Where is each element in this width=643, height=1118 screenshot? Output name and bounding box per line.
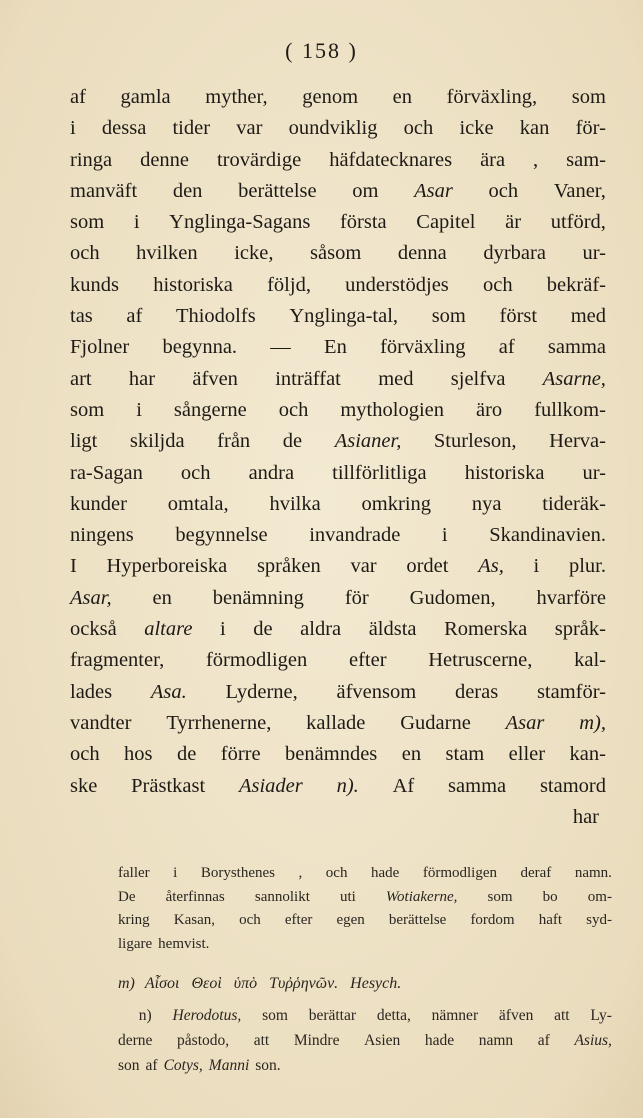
word: äfven [498, 1007, 534, 1024]
main-text-block [70, 82, 606, 833]
word: Capitel [416, 211, 476, 234]
footnote-line [118, 862, 612, 886]
word: I [70, 555, 77, 578]
word: och [403, 117, 434, 140]
word: utförd, [550, 211, 606, 234]
word: De [118, 888, 136, 905]
word: kring [118, 912, 150, 928]
word: språken [256, 555, 321, 578]
footnote-n-line [118, 1028, 612, 1053]
word: samma [448, 774, 507, 797]
word: första [339, 211, 387, 234]
word: och [325, 865, 348, 881]
word: kunds [70, 273, 119, 296]
word: uti [339, 888, 356, 905]
word: Asar [505, 711, 545, 734]
word: Tyrrhenerne, [166, 711, 272, 734]
text-line [70, 426, 606, 457]
word: stam [445, 743, 485, 766]
word: dessa [101, 117, 147, 140]
footnote-n-line [118, 1053, 612, 1078]
page-number: ( 158 ) [285, 38, 358, 63]
word: ur- [582, 242, 606, 265]
word: son [118, 1057, 140, 1074]
word: äfvensom [336, 680, 417, 703]
word: påstodo, [177, 1032, 230, 1049]
word: förmodligen [422, 865, 497, 881]
word: bekräf- [546, 273, 606, 296]
word: namn [478, 1032, 514, 1049]
word: följd, [267, 273, 311, 296]
word: hade [424, 1032, 455, 1049]
text-line [70, 739, 606, 770]
word: ligare [118, 935, 153, 952]
word: art [70, 367, 92, 390]
word: tideräk- [542, 492, 606, 515]
word: kan- [569, 743, 606, 766]
word: och [70, 743, 100, 766]
word: Asar, [70, 586, 112, 609]
word: af [126, 305, 143, 328]
word: i [220, 618, 226, 641]
word: ur- [582, 461, 606, 484]
word: var [350, 555, 377, 578]
word: en [152, 586, 172, 609]
word: äfven [192, 367, 238, 390]
word: en [401, 743, 422, 766]
word: son. [255, 1057, 281, 1074]
word: för [344, 586, 369, 609]
word: Borysthenes [200, 865, 276, 881]
word: och [70, 242, 100, 265]
word: i [441, 524, 448, 547]
word: sannolikt [254, 888, 310, 905]
word: Manni [208, 1057, 250, 1074]
text-line [70, 176, 606, 207]
word: benämning [212, 586, 304, 609]
word: nämner [431, 1007, 479, 1024]
word: gamla [120, 86, 171, 108]
text-line [70, 301, 606, 332]
word: efter [284, 912, 313, 928]
word: Gudarne [400, 711, 471, 734]
word: en [392, 86, 412, 108]
word: Herva- [549, 430, 606, 453]
text-line [70, 708, 606, 739]
word: n). [336, 774, 359, 797]
word: icke, [234, 242, 274, 265]
word: och [278, 398, 309, 421]
word: var [236, 117, 263, 140]
word: de [176, 743, 197, 766]
word: skiljda [129, 430, 185, 453]
word: omkring [361, 492, 432, 515]
word: inträffat [275, 367, 341, 390]
word: andra [248, 461, 295, 484]
word: — [270, 336, 291, 359]
word: bo [542, 888, 558, 905]
word: mythologien [340, 398, 444, 421]
word: ske [70, 774, 98, 797]
word: ra-Sagan [70, 461, 143, 484]
word: som [262, 1007, 288, 1024]
word: As, [478, 555, 504, 578]
word: begynnelse [175, 524, 268, 547]
word: berättelse [238, 179, 317, 202]
word: förmodligen [205, 649, 308, 672]
word: aldra [300, 618, 342, 641]
word: tas [70, 305, 93, 328]
text-line [70, 489, 606, 520]
word: understödjes [345, 273, 449, 296]
word: af [498, 336, 515, 359]
word: icke [459, 117, 494, 140]
word: nya [471, 492, 502, 515]
word: förre [220, 743, 261, 766]
word: hvarföre [536, 586, 606, 609]
footnote-continuation [118, 862, 612, 956]
footnote-n-first-line [118, 1003, 612, 1028]
word: ordet [406, 555, 449, 578]
word: benämndes [285, 743, 378, 766]
word: stamord [539, 774, 606, 797]
word: ära [480, 148, 506, 171]
text-line [70, 207, 606, 238]
word: namn. [574, 865, 612, 881]
word: och [239, 912, 261, 928]
word: En [324, 336, 347, 359]
word: för- [575, 117, 606, 140]
word: Romerska [444, 618, 528, 641]
word: fragmenter, [70, 649, 165, 672]
word: Ynglinga-tal, [289, 305, 399, 328]
word: som [70, 398, 105, 421]
word: hos [124, 743, 153, 766]
word: som [487, 888, 513, 905]
word: i [136, 398, 142, 421]
text-line [70, 332, 606, 363]
word: och [180, 461, 211, 484]
word: Prästkast [131, 774, 206, 797]
word: den [172, 179, 203, 202]
word: hvilka [269, 492, 321, 515]
word: tider [172, 117, 211, 140]
word: Asar [414, 179, 453, 202]
word: haft [538, 912, 563, 928]
word: historiska [153, 273, 233, 296]
word: om- [587, 888, 612, 905]
word: hemvist. [158, 935, 210, 952]
word: att [253, 1032, 270, 1049]
footnote-line [118, 909, 612, 933]
word: Af [392, 774, 415, 797]
word: n) [138, 1007, 152, 1024]
word: är [505, 211, 522, 234]
text-line [70, 614, 606, 645]
word: de [282, 430, 303, 453]
text-line [70, 395, 606, 426]
word: att [554, 1007, 570, 1024]
text-line [70, 645, 606, 676]
word: som [571, 86, 606, 108]
word: , [533, 148, 539, 171]
footnote-m-label: m) [118, 975, 135, 992]
word: fullkom- [534, 398, 606, 421]
word: häfdatecknares [329, 148, 453, 171]
word: denne [140, 148, 190, 171]
word: förväxling, [446, 86, 538, 108]
word: Vaner, [553, 179, 606, 202]
word: sångerne [173, 398, 247, 421]
word: ligt [70, 430, 98, 453]
word: förväxling [380, 336, 466, 359]
word: af [537, 1032, 550, 1049]
word: Kasan, [173, 912, 216, 928]
word: såsom [310, 242, 362, 265]
word: med [378, 367, 414, 390]
word: från [217, 430, 251, 453]
text-line [70, 82, 606, 113]
word: kan [519, 117, 550, 140]
word: Asius, [574, 1032, 612, 1049]
word: berättelse [388, 912, 447, 928]
word: altare [144, 618, 193, 641]
word: i [133, 211, 140, 234]
word: Fjolner [70, 336, 130, 359]
word: Ly- [590, 1007, 612, 1024]
word: Ynglinga-Sagans [169, 211, 311, 234]
word: först [499, 305, 538, 328]
footnote-m-text [145, 969, 413, 999]
word: samma [547, 336, 606, 359]
word: Hesych. [350, 975, 402, 992]
word: också [70, 618, 117, 641]
word: , [298, 865, 303, 881]
word: Cotys, [163, 1057, 203, 1074]
word: begynna. [162, 336, 238, 359]
word: lades [70, 680, 113, 703]
word: återfinnas [165, 888, 225, 905]
text-line [70, 113, 606, 144]
word: plur. [568, 555, 606, 578]
footnote-m [118, 969, 612, 999]
word: denna [397, 242, 447, 265]
word: genom [302, 86, 359, 108]
text-line [70, 238, 606, 269]
text-line [70, 771, 606, 802]
word: Τυῤῥηνῶν. [269, 975, 339, 992]
word: af [145, 1057, 158, 1074]
text-line [70, 458, 606, 489]
word: stamför- [536, 680, 606, 703]
word: faller [118, 865, 150, 881]
word: oundviklig [288, 117, 378, 140]
word: invandrade [309, 524, 401, 547]
word: kallade [306, 711, 366, 734]
word: derne [118, 1032, 153, 1049]
word: språk- [554, 618, 606, 641]
word: och [482, 273, 513, 296]
word: Asa. [150, 680, 187, 703]
word: tillförlitliga [332, 461, 427, 484]
word: af [70, 86, 86, 108]
footnote-line [118, 886, 612, 910]
word: detta, [376, 1007, 411, 1024]
word: fordom [470, 912, 515, 928]
catchword: har [572, 805, 599, 828]
word: Mindre [293, 1032, 340, 1049]
text-line [70, 270, 606, 301]
word: deras [454, 680, 499, 703]
word: vandter [70, 711, 132, 734]
word: omtala, [167, 492, 229, 515]
footnote-line [118, 933, 612, 957]
word: m), [579, 711, 606, 734]
word: kunder [70, 492, 127, 515]
word: kal- [574, 649, 606, 672]
word: Αἶσοι [144, 975, 180, 992]
word: i [70, 117, 76, 140]
word: har [128, 367, 156, 390]
text-line [70, 520, 606, 551]
word: egen [336, 912, 365, 928]
word: Lyderne, [225, 680, 298, 703]
word: äldsta [368, 618, 417, 641]
word: som [70, 211, 105, 234]
word: efter [348, 649, 387, 672]
text-line [70, 551, 606, 582]
word: Sturleson, [433, 430, 517, 453]
word: och [488, 179, 519, 202]
word: Wotiakerne, [385, 888, 458, 905]
word: i [173, 865, 178, 881]
word: trovärdige [216, 148, 302, 171]
word: dyrbara [483, 242, 546, 265]
word: Herodotus, [172, 1007, 242, 1024]
word: Hyperboreiska [106, 555, 228, 578]
word: historiska [464, 461, 545, 484]
word: sam- [566, 148, 606, 171]
word: i [533, 555, 540, 578]
word: Asianer, [334, 430, 402, 453]
word: manväft [70, 179, 138, 202]
word: deraf [520, 865, 552, 881]
text-line [70, 583, 606, 614]
word: Asiader [238, 774, 303, 797]
word: om [352, 179, 379, 202]
word: ningens [70, 524, 134, 547]
word: sjelfva [450, 367, 506, 390]
word: Gudomen, [409, 586, 496, 609]
word: Skandinavien. [489, 524, 606, 547]
word: med [570, 305, 606, 328]
word: Hetruscerne, [428, 649, 533, 672]
text-line [70, 364, 606, 395]
word: berättar [308, 1007, 357, 1024]
word: Asarne, [542, 367, 606, 390]
word: Thiodolfs [175, 305, 256, 328]
word: äro [476, 398, 503, 421]
word: de [253, 618, 273, 641]
word: eller [508, 743, 546, 766]
word: Asien [364, 1032, 401, 1049]
word: ringa [70, 148, 113, 171]
word: ὑπὸ [233, 975, 258, 992]
word: hvilken [136, 242, 198, 265]
footnote-n [118, 1003, 612, 1078]
word: som [431, 305, 466, 328]
word: myther, [205, 86, 268, 108]
word: Θεοὶ [191, 975, 222, 992]
word: hade [370, 865, 400, 881]
text-line [70, 677, 606, 708]
word: syd- [586, 912, 612, 928]
text-line [70, 145, 606, 176]
